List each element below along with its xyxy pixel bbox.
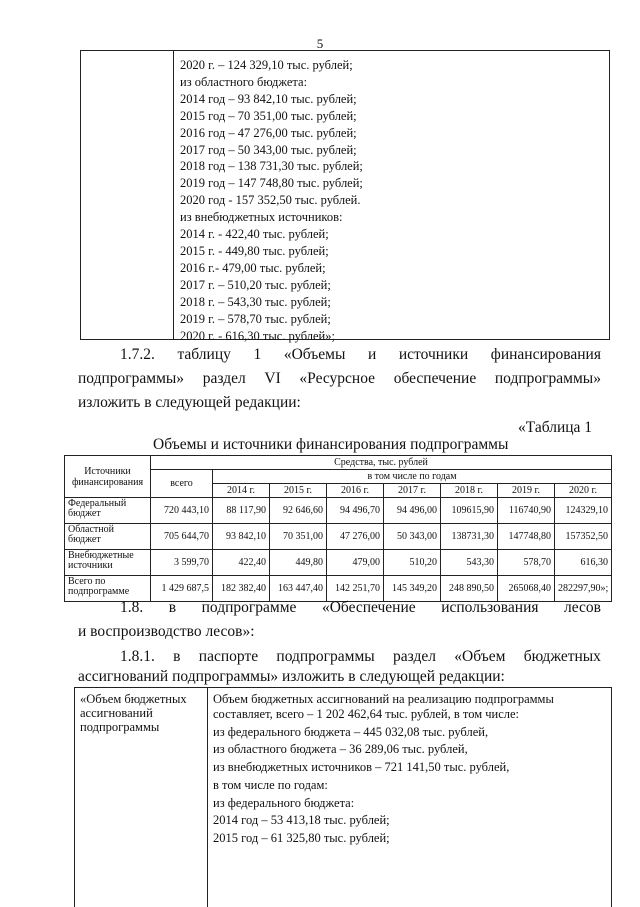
para-word: 1.8.	[120, 599, 144, 616]
para-18-line2: и воспроизводство лесов»:	[78, 623, 255, 640]
para-word: 1	[253, 346, 262, 363]
content-line: 2014 год – 53 413,18 тыс. рублей;	[213, 813, 390, 828]
para-172-line2	[78, 367, 601, 390]
section-name-cell	[80, 692, 187, 734]
funding-line: из внебюджетных источников:	[180, 210, 343, 225]
cell-value: 422,40	[213, 550, 270, 576]
cell-value: 88 117,90	[213, 498, 270, 524]
funding-lines	[180, 57, 363, 344]
row-total: 1 429 687,5	[151, 576, 213, 602]
content-line: из внебюджетных источников – 721 141,50 тыс. рублей,	[213, 760, 510, 775]
cell-value: 510,20	[384, 550, 441, 576]
year-header: 2020 г.	[555, 484, 612, 498]
cell-value: 124329,10	[555, 498, 612, 524]
header-by-years: в том числе по годам	[213, 470, 612, 484]
cell-value: 145 349,20	[384, 576, 441, 602]
para-word: обеспечение	[393, 370, 477, 387]
section-name-line: подпрограммы	[80, 720, 160, 734]
para-word: использования	[441, 599, 539, 616]
cell-value: 47 276,00	[327, 524, 384, 550]
row-total: 720 443,10	[151, 498, 213, 524]
funding-line: 2017 г. – 510,20 тыс. рублей;	[180, 277, 331, 292]
content-line: Объем бюджетных ассигнований на реализацию подпрограммы	[213, 692, 554, 706]
section-content-cell	[213, 693, 554, 848]
table-row	[65, 498, 612, 524]
row-total: 705 644,70	[151, 524, 213, 550]
cell-value: 116740,90	[498, 498, 555, 524]
cell-value: 449,80	[270, 550, 327, 576]
year-header: 2015 г.	[270, 484, 327, 498]
para-word: финансирования	[490, 346, 601, 363]
content-line: из федерального бюджета – 445 032,08 тыс. рублей,	[213, 724, 489, 739]
budget-passport-table	[74, 687, 612, 907]
funding-line: 2020 г. – 124 329,10 тыс. рублей;	[180, 58, 353, 72]
row-total: 3 599,70	[151, 550, 213, 576]
content-line: составляет, всего – 1 202 462,64 тыс. рублей, в том числе:	[213, 707, 520, 721]
para-word: лесов	[564, 599, 601, 616]
funding-line: 2015 г. - 449,80 тыс. рублей;	[180, 243, 329, 258]
para-word: в	[173, 648, 181, 665]
para-word: подпрограмме	[201, 599, 297, 616]
table-column-divider	[207, 688, 208, 907]
para-word: раздел	[202, 370, 246, 387]
funding-line: 2017 год – 50 343,00 тыс. рублей;	[180, 142, 357, 157]
year-header: 2019 г.	[498, 484, 555, 498]
cell-value: 147748,80	[498, 524, 555, 550]
row-label: Внебюджетные источники	[65, 550, 151, 576]
table-title: Объемы и источники финансирования подпрограммы	[153, 436, 509, 453]
para-word: подпрограммы»	[494, 370, 601, 387]
funding-line: 2018 г. – 543,30 тыс. рублей;	[180, 294, 331, 309]
funding-line: 2014 г. - 422,40 тыс. рублей;	[180, 227, 329, 242]
year-header: 2017 г.	[384, 484, 441, 498]
row-label: Областной бюджет	[65, 524, 151, 550]
para-172-line1	[120, 343, 601, 366]
cell-value: 578,70	[498, 550, 555, 576]
cell-value: 265068,40	[498, 576, 555, 602]
header-source: Источники финансирования	[65, 456, 151, 498]
funding-line: 2016 год – 47 276,00 тыс. рублей;	[180, 125, 357, 140]
year-header: 2018 г.	[441, 484, 498, 498]
cell-value: 94 496,00	[384, 498, 441, 524]
para-word: 1.8.1.	[120, 648, 155, 665]
cell-value: 142 251,70	[327, 576, 384, 602]
para-word: «Объемы	[283, 346, 346, 363]
row-label: Всего по подпрограмме	[65, 576, 151, 602]
cell-value: 182 382,40	[213, 576, 270, 602]
section-name-line: ассигнований	[80, 706, 153, 720]
para-word: источники	[398, 346, 469, 363]
funding-line: 2016 г.- 479,00 тыс. рублей;	[180, 260, 326, 275]
header-total: всего	[151, 470, 213, 498]
cell-value: 616,30	[555, 550, 612, 576]
continuation-table	[80, 50, 610, 343]
para-word: подпрограммы»	[78, 370, 185, 387]
cell-value: 138731,30	[441, 524, 498, 550]
cell-value: 94 496,70	[327, 498, 384, 524]
funding-line: 2019 г. – 578,70 тыс. рублей;	[180, 311, 331, 326]
para-172-line3: изложить в следующей редакции:	[78, 394, 301, 411]
para-word: бюджетных	[523, 648, 601, 665]
table-label: «Таблица 1	[518, 419, 593, 436]
year-header: 2014 г.	[213, 484, 270, 498]
funding-line: 2014 год – 93 842,10 тыс. рублей;	[180, 91, 357, 106]
cell-value: 479,00	[327, 550, 384, 576]
row-label: Федеральный бюджет	[65, 498, 151, 524]
content-line: в том числе по годам:	[213, 777, 328, 792]
cell-value: 50 343,00	[384, 524, 441, 550]
content-line: 2015 год – 61 325,80 тыс. рублей;	[213, 830, 390, 845]
para-word: таблицу	[177, 346, 231, 363]
cell-value: 92 646,60	[270, 498, 327, 524]
para-word: и	[367, 346, 377, 363]
cell-value: 163 447,40	[270, 576, 327, 602]
funding-line: 2020 г. - 616,30 тыс. рублей»;	[180, 328, 335, 343]
funding-line: из областного бюджета:	[180, 74, 308, 89]
table-row	[65, 550, 612, 576]
cell-value: 543,30	[441, 550, 498, 576]
cell-value: 282297,90»;	[555, 576, 612, 602]
financing-table	[64, 455, 612, 602]
funding-line: 2019 год – 147 748,80 тыс. рублей;	[180, 176, 363, 191]
cell-value: 93 842,10	[213, 524, 270, 550]
para-word: паспорте	[198, 648, 259, 665]
funding-line: 2020 год - 157 352,50 тыс. рублей.	[180, 193, 361, 208]
para-18-line1	[120, 596, 601, 619]
content-line: из областного бюджета – 36 289,06 тыс. рублей,	[213, 742, 468, 757]
funding-line: 2018 год – 138 731,30 тыс. рублей;	[180, 159, 363, 174]
para-word: VI	[264, 370, 281, 387]
page-number: 5	[316, 36, 324, 51]
para-181-line2: ассигнований подпрограммы» изложить в следующей редакции:	[78, 668, 505, 685]
para-word: раздел	[393, 648, 436, 665]
para-word: «Ресурсное	[299, 370, 376, 387]
cell-value: 109615,90	[441, 498, 498, 524]
section-name-line: «Объем бюджетных	[80, 692, 187, 706]
para-word: в	[168, 599, 177, 616]
table-row	[65, 524, 612, 550]
table-column-divider	[173, 51, 174, 339]
cell-value: 157352,50	[555, 524, 612, 550]
cell-value: 70 351,00	[270, 524, 327, 550]
para-word: 1.7.2.	[120, 346, 155, 363]
para-word: подпрограммы	[276, 648, 375, 665]
year-header: 2016 г.	[327, 484, 384, 498]
content-line: из федерального бюджета:	[213, 795, 355, 810]
funding-line: 2015 год – 70 351,00 тыс. рублей;	[180, 108, 357, 123]
header-funds: Средства, тыс. рублей	[151, 456, 612, 470]
para-word: «Обеспечение	[321, 599, 416, 616]
para-word: «Объем	[454, 648, 506, 665]
cell-value: 248 890,50	[441, 576, 498, 602]
